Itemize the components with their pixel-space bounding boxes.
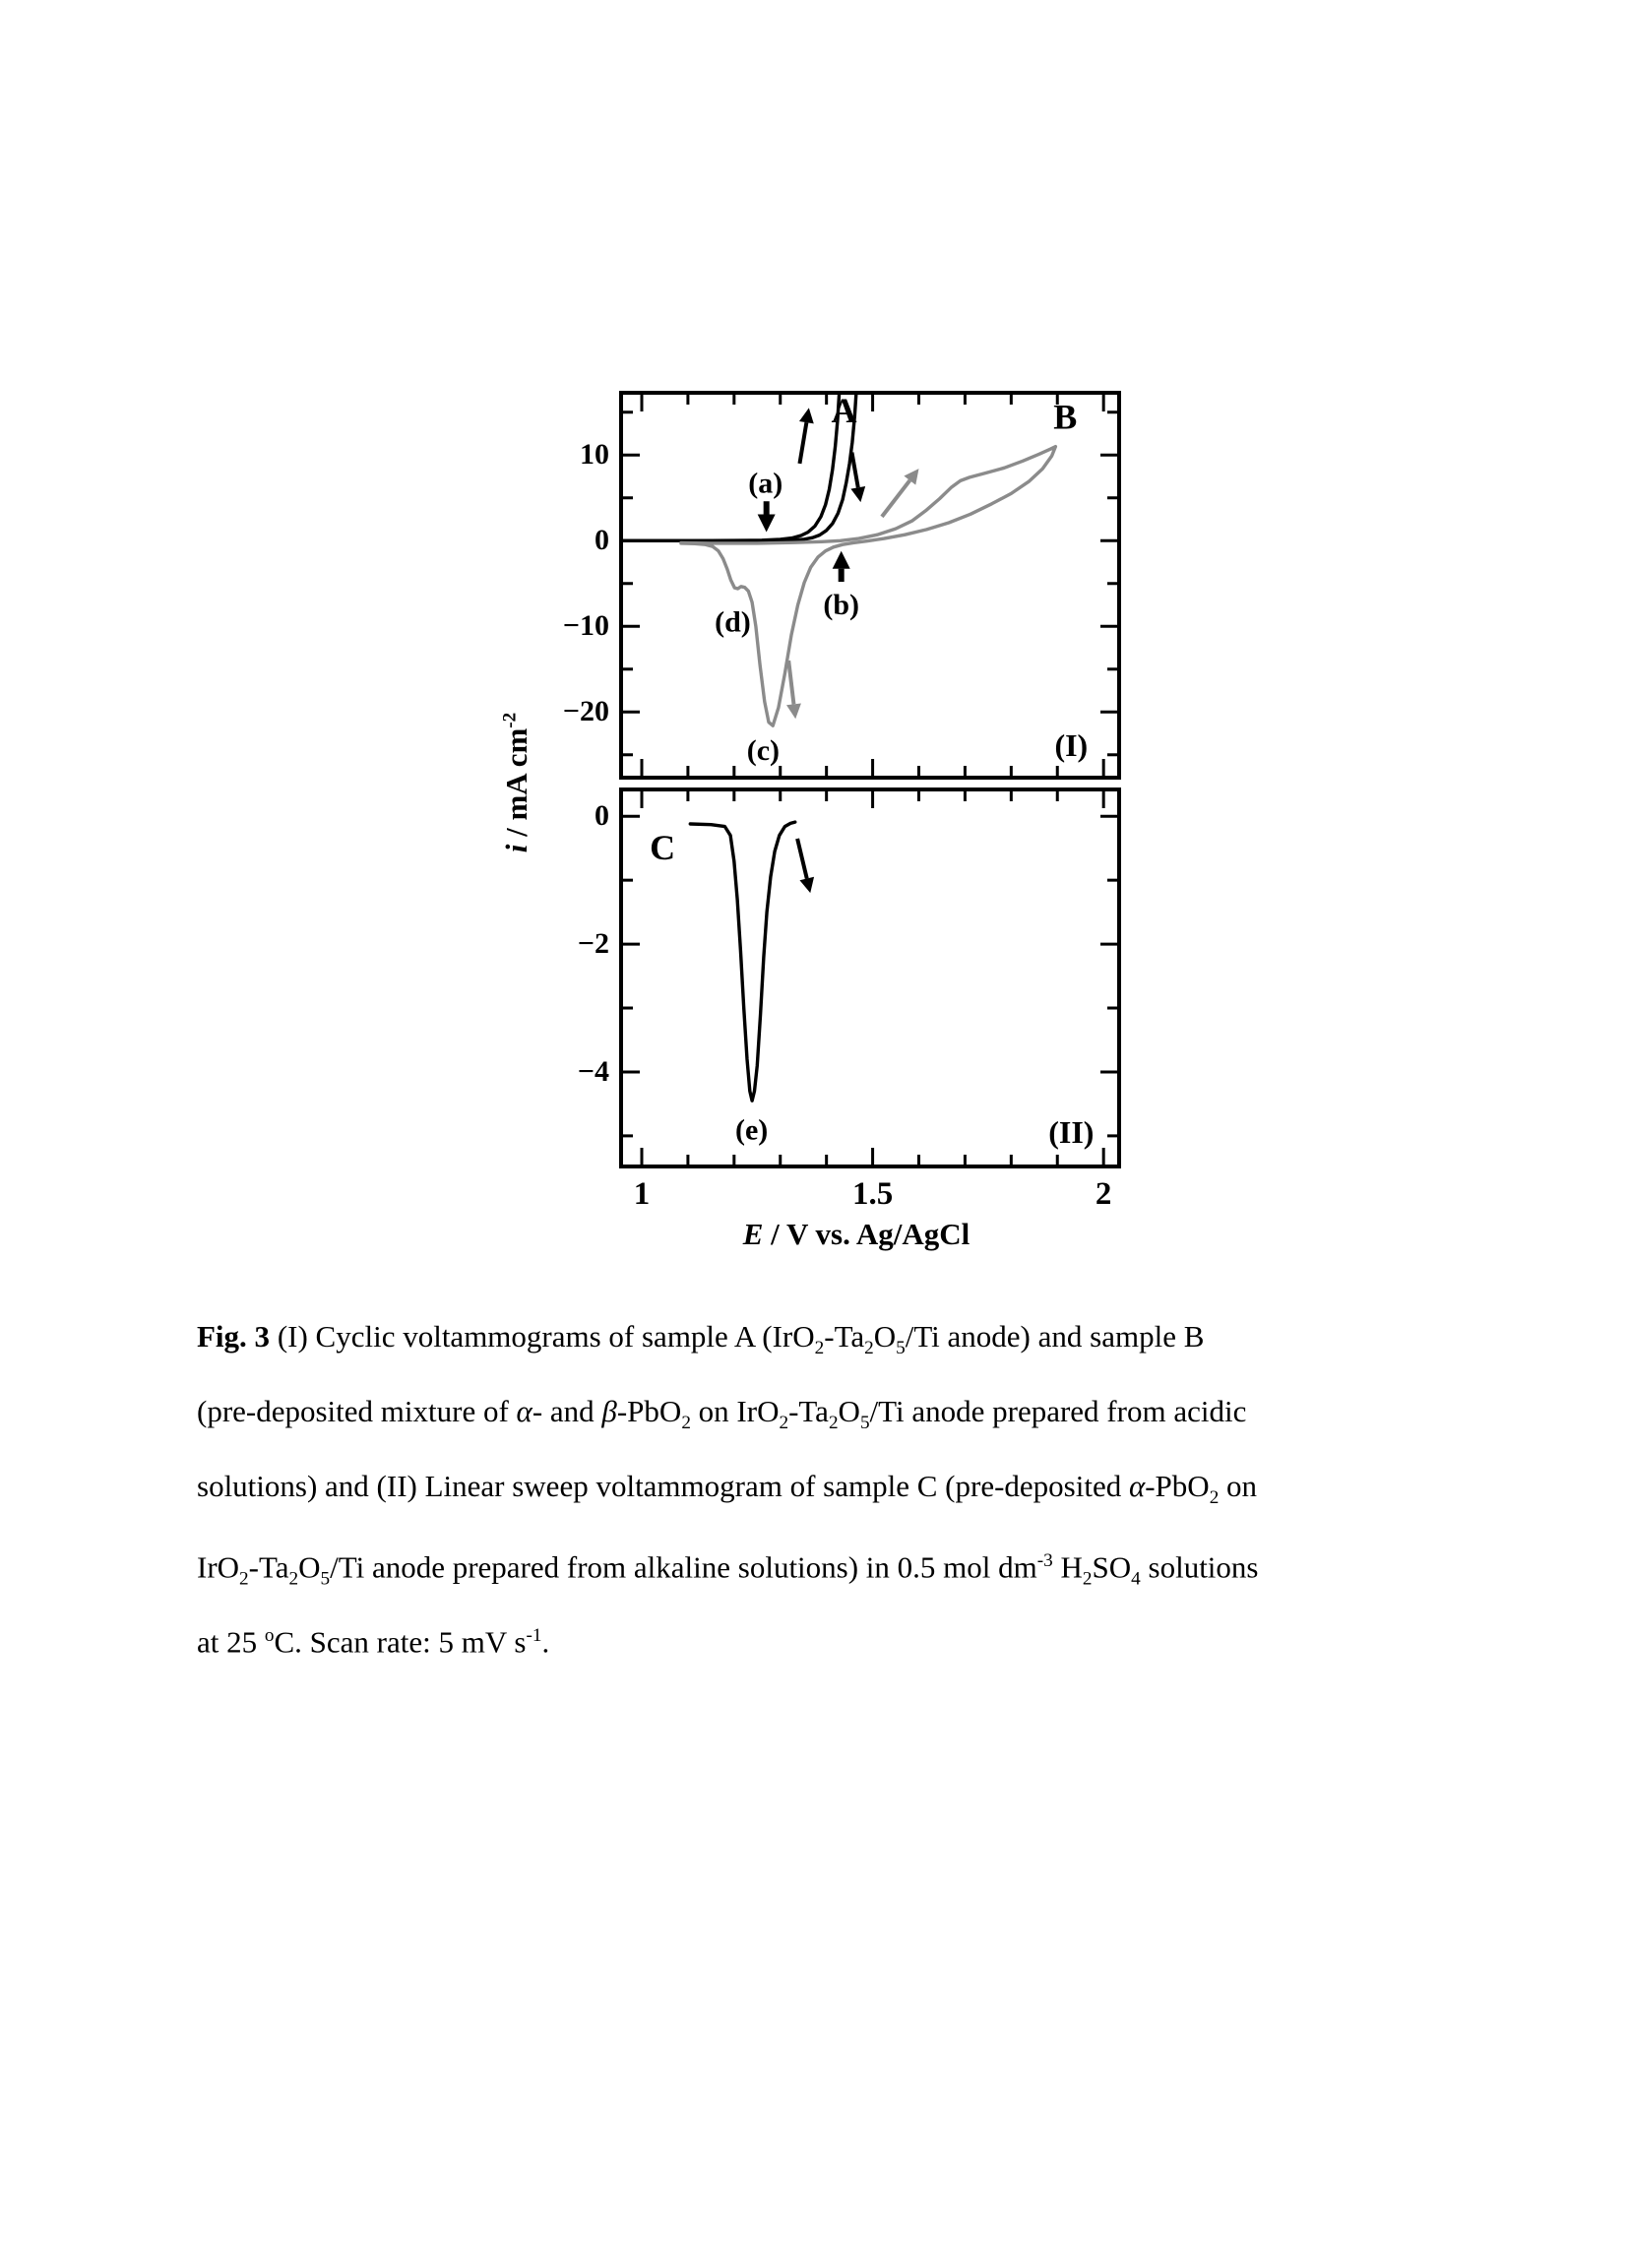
plot-label-B: B — [1053, 397, 1078, 437]
caption-line: Fig. 3 (I) Cyclic voltammograms of sample A ($IrO_2-Ta_2O_5/Ti$ anode) and sample B — [197, 1319, 1205, 1359]
y-tick-label: 10 — [580, 438, 609, 472]
scan-up-arrow-A — [799, 408, 814, 464]
plot-label-C: C — [650, 828, 676, 868]
y-axis-label: i / mA $cm^{-2}$ — [499, 712, 533, 853]
y-tick-label: 0 — [595, 799, 609, 833]
panel-II-plot — [619, 788, 1121, 1168]
plot-label-II: (II) — [1048, 1114, 1095, 1151]
series-sample-C — [690, 822, 795, 1101]
y-tick-label: −20 — [562, 695, 609, 728]
scan-up-arrow-B — [882, 469, 919, 517]
y-tick-label: −4 — [577, 1054, 609, 1088]
axis-ticks — [623, 791, 1117, 1165]
plot-label-d: (d) — [715, 605, 751, 639]
a-marker-arrow — [758, 501, 776, 532]
plot-frame — [621, 789, 1119, 1166]
x-tick-label: 1 — [633, 1176, 651, 1212]
y-tick-label: −2 — [577, 927, 609, 961]
caption-line: at 25 $^o$C. Scan rate: 5 mV $s^{-1}$. — [197, 1624, 550, 1660]
panel-I-plot — [619, 391, 1121, 780]
b-marker-arrow — [833, 551, 850, 582]
scan-down-arrow-B — [786, 661, 801, 719]
plot-label-e: (e) — [735, 1113, 769, 1147]
plot-label-b: (b) — [823, 589, 860, 622]
y-tick-label: 0 — [595, 524, 609, 557]
series-sample-B — [681, 447, 1056, 726]
x-tick-label: 1.5 — [851, 1176, 894, 1212]
x-tick-label: 2 — [1095, 1176, 1112, 1212]
scan-down-arrow-C — [797, 839, 814, 893]
plot-label-A: A — [831, 391, 857, 430]
figure-caption — [197, 1299, 1259, 1673]
caption-line: (pre-deposited mixture of α- and β-PbO$_2$ on $IrO_2-Ta_2O_5/Ti$ anode prepared from acidic — [197, 1394, 1247, 1434]
plot-label-a: (a) — [748, 467, 783, 500]
plot-label-I: (I) — [1054, 727, 1089, 764]
x-axis-label: E / V vs. Ag/AgCl — [742, 1217, 971, 1251]
scan-down-arrow-A — [850, 453, 865, 502]
caption-line: solutions) and (II) Linear sweep voltammogram of sample C (pre-deposited α-PbO$_2$ on — [197, 1469, 1258, 1509]
caption-line: $IrO_2-Ta_2O_5/Ti$ anode prepared from alkaline solutions) in 0.5 mol $dm^{-3}$ $H_2SO_4$ solutions — [197, 1549, 1259, 1590]
plot-label-c: (c) — [746, 733, 781, 767]
y-tick-label: −10 — [562, 609, 609, 643]
